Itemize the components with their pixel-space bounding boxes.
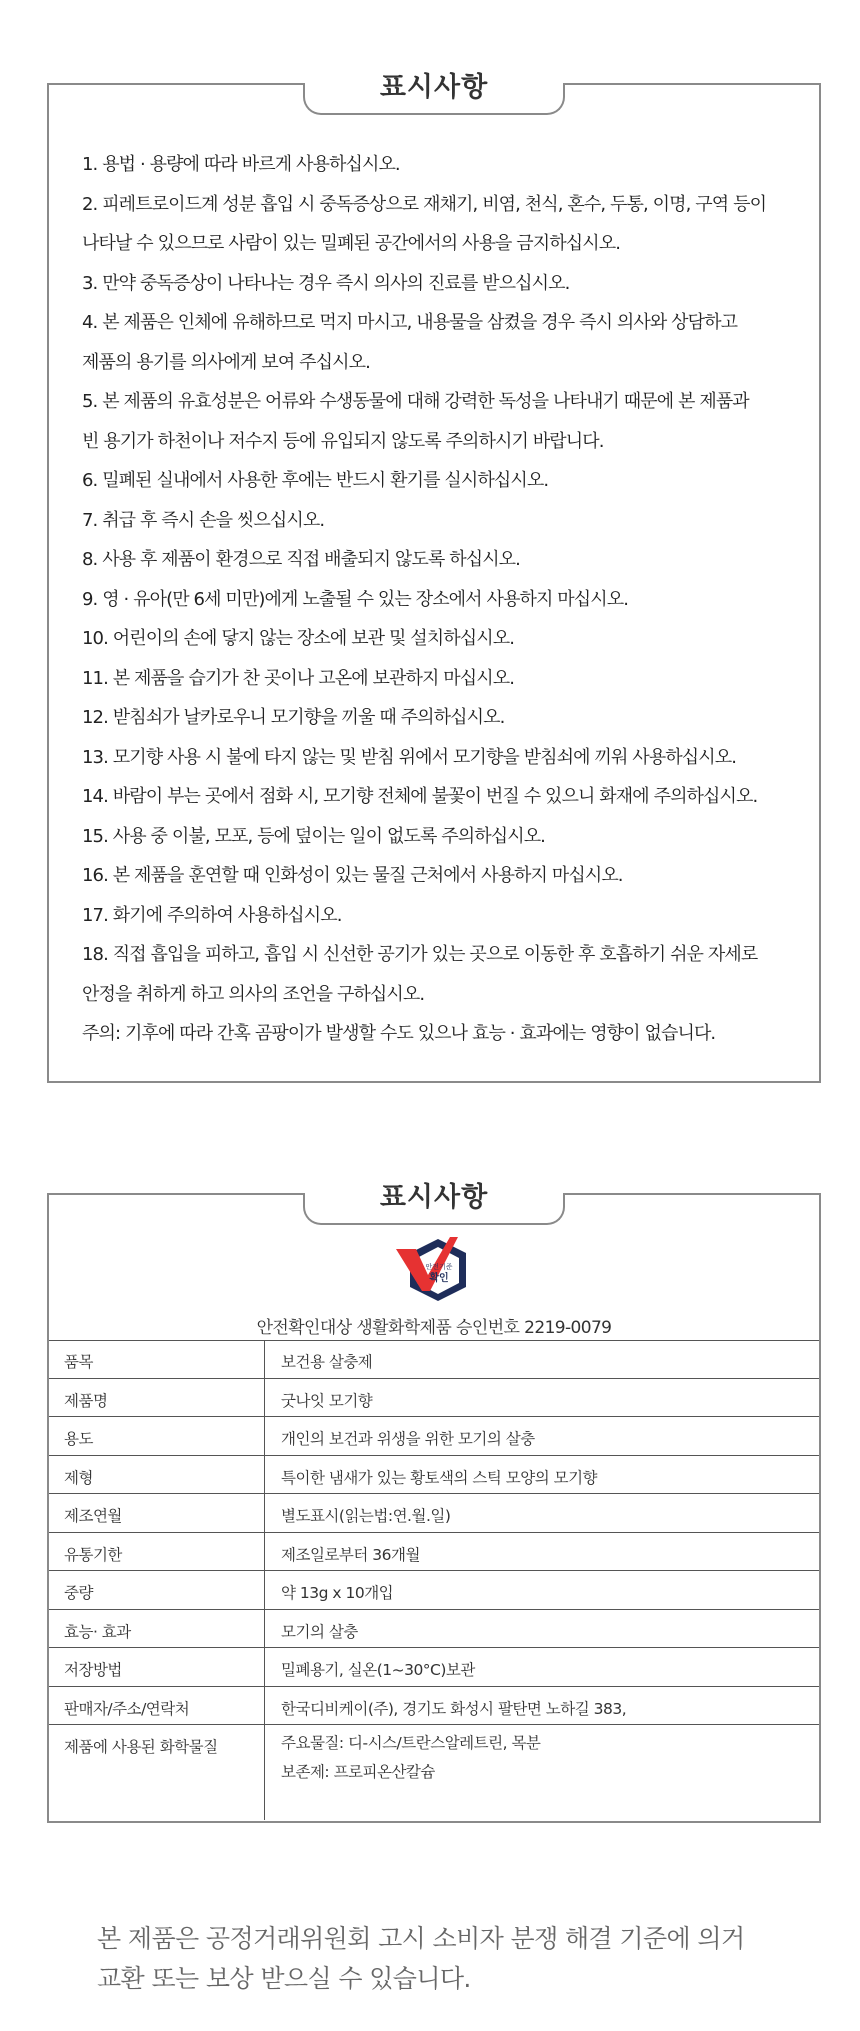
- footer-line: 교환 또는 보상 받으실 수 있습니다.: [97, 1964, 471, 1993]
- row-label: 용도: [49, 1417, 265, 1455]
- row-label: 품목: [49, 1340, 265, 1378]
- table-row: [49, 1725, 819, 1820]
- row-value: 개인의 보건과 위생을 위한 모기의 살충: [281, 1430, 535, 1448]
- precaution-line: 2. 피레트로이드계 성분 흡입 시 중독증상으로 재채기, 비염, 천식, 혼수, 두통, 이명, 구역 등이: [82, 193, 767, 215]
- row-value: 굿나잇 모기향: [281, 1391, 373, 1410]
- row-value: 별도표시(읽는법:연.월.일): [281, 1507, 451, 1525]
- precaution-line: 11. 본 제품을 습기가 찬 곳이나 고온에 보관하지 마십시오.: [82, 667, 515, 689]
- product-info-box: [47, 1182, 821, 1823]
- row-value: 밀폐용기, 실온(1~30°C)보관: [281, 1661, 475, 1679]
- precaution-line: 제품의 용기를 의사에게 보여 주십시오.: [82, 351, 370, 373]
- precaution-line: 주의: 기후에 따라 간혹 곰팡이가 발생할 수도 있으나 효능 · 효과에는 영향이 없습니다.: [82, 1023, 716, 1044]
- table-row: [49, 1417, 819, 1456]
- precaution-line: 1. 용법 · 용량에 따라 바르게 사용하십시오.: [82, 154, 400, 175]
- table-row: [49, 1340, 819, 1379]
- precaution-line: 9. 영 · 유아(만 6세 미만)에게 노출될 수 있는 장소에서 사용하지 마십시오.: [82, 588, 629, 610]
- precaution-line: 3. 만약 중독증상이 나타나는 경우 즉시 의사의 진료를 받으십시오.: [82, 272, 570, 294]
- precaution-line: 나타날 수 있으므로 사람이 있는 밀폐된 공간에서의 사용을 금지하십시오.: [82, 233, 621, 254]
- row-label: 중량: [49, 1571, 265, 1609]
- section-title: 표시사항: [379, 72, 489, 103]
- section-title: 표시사항: [379, 1182, 489, 1213]
- precaution-line: 18. 직접 흡입을 피하고, 흡입 시 신선한 공기가 있는 곳으로 이동한 후 호흡하기 쉬운 자세로: [82, 944, 758, 965]
- row-label: 효능· 효과: [49, 1610, 265, 1648]
- chemical-preservative: 보존제: 프로피온산칼슘: [281, 1763, 435, 1781]
- table-row: [49, 1533, 819, 1572]
- precaution-line: 12. 받침쇠가 날카로우니 모기향을 끼울 때 주의하십시오.: [82, 707, 505, 728]
- logo-text-top: 안전기준: [425, 1263, 453, 1271]
- table-row: [49, 1648, 819, 1687]
- precaution-line: 5. 본 제품의 유효성분은 어류와 수생동물에 대해 강력한 독성을 나타내기 때문에 본 제품과: [82, 391, 749, 412]
- row-value: 한국디비케이(주), 경기도 화성시 팔탄면 노하길 383,: [281, 1699, 627, 1718]
- row-label: 제형: [49, 1456, 265, 1494]
- safety-check-mark-icon: [394, 1235, 474, 1309]
- precaution-line: 7. 취급 후 즉시 손을 씻으십시오.: [82, 509, 325, 531]
- precaution-line: 8. 사용 후 제품이 환경으로 직접 배출되지 않도록 하십시오.: [82, 549, 520, 570]
- table-row: [49, 1379, 819, 1418]
- chemical-main: 주요물질: 디-시스/트란스알레트린, 목분: [281, 1734, 541, 1752]
- product-info-table: [49, 1340, 819, 1820]
- row-label: 제품에 사용된 화학물질: [49, 1725, 265, 1820]
- certification-area: [49, 1195, 819, 1341]
- table-row: [49, 1687, 819, 1726]
- row-label: 저장방법: [49, 1648, 265, 1686]
- row-value: 보건용 살충제: [281, 1353, 373, 1371]
- table-row: [49, 1571, 819, 1610]
- row-label: 제조연월: [49, 1494, 265, 1532]
- precaution-line: 13. 모기향 사용 시 불에 타지 않는 및 받침 위에서 모기향을 받침쇠에 끼워 사용하십시오.: [82, 746, 737, 768]
- row-value: 모기의 살충: [281, 1622, 358, 1641]
- row-value: 특이한 냄새가 있는 황토색의 스틱 모양의 모기향: [281, 1468, 598, 1487]
- row-value: [265, 1725, 819, 1820]
- footer-line: 본 제품은 공정거래위원회 고시 소비자 분쟁 해결 기준에 의거: [97, 1924, 745, 1953]
- row-label: 제품명: [49, 1379, 265, 1417]
- precaution-line: 15. 사용 중 이불, 모포, 등에 덮이는 일이 없도록 주의하십시오.: [82, 825, 546, 847]
- precautions-list: [82, 145, 799, 1054]
- precaution-line: 10. 어린이의 손에 닿지 않는 장소에 보관 및 설치하십시오.: [82, 628, 515, 649]
- table-row: [49, 1494, 819, 1533]
- precaution-line: 4. 본 제품은 인체에 유해하므로 먹지 마시고, 내용물을 삼켰을 경우 즉시 의사와 상담하고: [82, 312, 738, 333]
- precaution-line: 안정을 취하게 하고 의사의 조언을 구하십시오.: [82, 983, 425, 1005]
- precaution-line: 빈 용기가 하천이나 저수지 등에 유입되지 않도록 주의하시기 바랍니다.: [82, 430, 604, 452]
- row-label: 유통기한: [49, 1533, 265, 1571]
- table-row: [49, 1610, 819, 1649]
- approval-number: 안전확인대상 생활화학제품 승인번호 2219-0079: [256, 1318, 612, 1338]
- precaution-line: 16. 본 제품을 훈연할 때 인화성이 있는 물질 근처에서 사용하지 마십시오.: [82, 865, 623, 886]
- logo-text-main: 확인: [429, 1273, 449, 1284]
- row-value: 약 13g x 10개입: [281, 1584, 394, 1602]
- precaution-line: 17. 화기에 주의하여 사용하십시오.: [82, 904, 342, 926]
- table-row: [49, 1456, 819, 1495]
- precaution-line: 6. 밀폐된 실내에서 사용한 후에는 반드시 환기를 실시하십시오.: [82, 470, 549, 491]
- footer-notice: [97, 1919, 797, 1999]
- precaution-line: 14. 바람이 부는 곳에서 점화 시, 모기향 전체에 불꽃이 번질 수 있으니 화재에 주의하십시오.: [82, 786, 758, 807]
- row-value: 제조일로부터 36개월: [281, 1545, 420, 1564]
- row-label: 판매자/주소/연락처: [49, 1687, 265, 1725]
- precautions-box: [47, 72, 821, 1083]
